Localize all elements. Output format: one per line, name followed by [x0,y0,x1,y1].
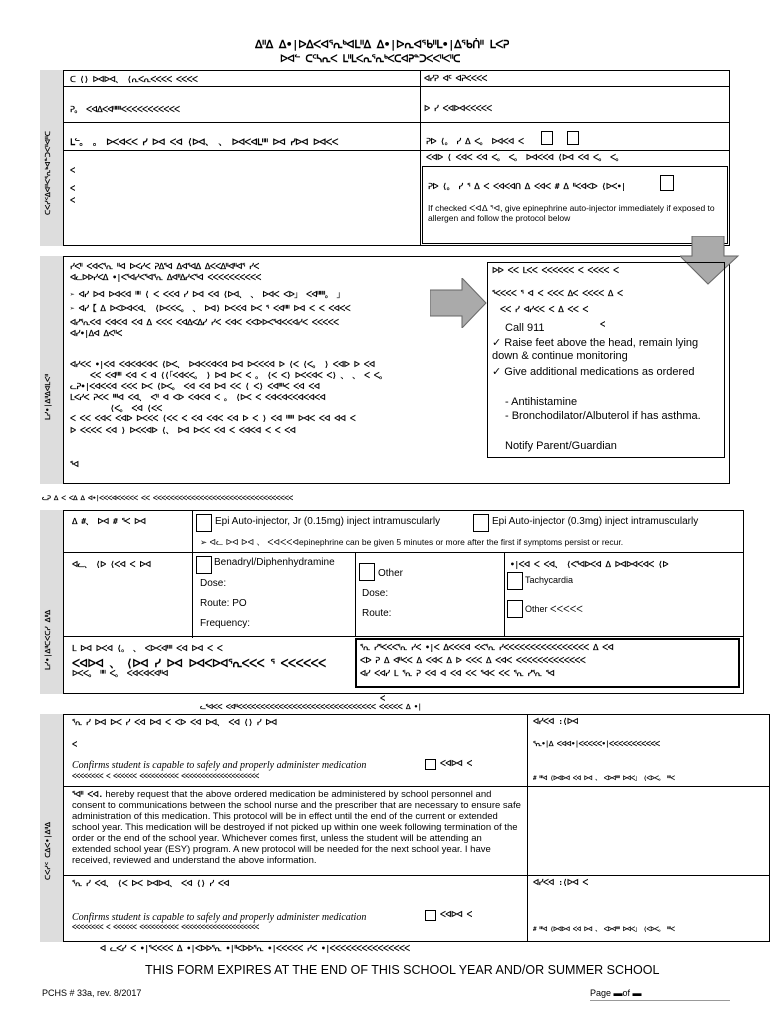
confirm-checkbox-2[interactable] [425,910,436,921]
benadryl-checkbox[interactable] [196,556,212,574]
dose-label: Dose: [200,578,227,589]
action-item: Notify Parent/Guardian [505,440,617,452]
epi-checkbox[interactable] [660,175,674,191]
prescriber-sub-line: ᐸᐸᐸᐸᐸᐸᐸᐸ ᐸ ᐸᐸᐸᐸᐸᐸ ᐸᐸᐸᐸᐸᐸᐸᐸᐸᐸ ᐸᐸᐸᐸᐸᐸᐸᐸᐸᐸᐸᐸᐸᐸᐸᐸᐸᐸᐸᐸ [72,773,259,780]
other-condition-checkbox[interactable] [507,600,523,618]
confirm-checkbox[interactable] [425,759,436,770]
prescriber-sub: ᕐᕆ•|ᐃ ᐸᐊᐊ•|ᐸᐸᐸᐸᐸ•|ᐸᐸᐸᐸᐸᐸᐸᐸᐸᐸᐸ [533,740,660,748]
symptom-line: ᐊᓚᐅᐅᓯᐸᐃ •|ᐸᕐᐊᓯᐸᕐᐊᕐᕆ ᐃᐊᐦᐃᓯᐸᕐᐊ ᐸᐸᐸᐸᐸᐸᐸᐸᐸᐸ [70,273,261,282]
symptom-line: ᒪᐸᓯᐸ ᕈᐸᐸ ᐦᐦᐊ ᐸᐊ、 ᐸᐦ ᐊ ᐸᐅ ᐸᐊᐸᐊ ᐸ 。 ⟨ᐅᐸ ᐸ ᐸᐊᐸᐊᐸᐸᐊᐸᐊᐸᐊ [70,393,326,402]
allergy-right-2: ᐸᐊᐅ ⟨ ᐸᐊᐸ ᐸᐊ ᐸ。 ᐸ。 ᐅᐊᐸᐸᐊ ⟨ᐅᐊ ᐸᐊ ᐸ。 ᐸ。 [426,153,623,162]
med-note-line: ᒪ ᐅᐊ ᐅᐸᐊ ⟨。 、 ᐸᐅᐸᐊᐦᐦ ᐸᐊ ᐅᐊ ᐸ ᐸ [72,644,223,653]
symptom-line: ➢ ᐊᓯ ᐅᐊ ᐅᐊᐸᐊ ᐦᐦ ⟨ ᐸ ᐸᐸᐊ ᓯ ᐅᐊ ᐸᐊ ⟨ᐅᐊ、 、 ᐅᐊᐸ ᐸᐅ」 ᐸᐊᐦᐦᐦ。 」 [70,290,345,299]
form-expiry-notice: THIS FORM EXPIRES AT THE END OF THIS SCHOOL YEAR AND/OR SUMMER SCHOOL [145,963,660,977]
boxed-line: ᕐᕆ ᓯᕐᐸᐸᐸᕐᕆ ᓯᐸ •|ᐸ ᐃᐸᐸᐸᐊ ᐸᐸᕐᕆ ᓯᐸᐸᐸᐸᐸᐸᐸᐸᐸᐸᐸᐸᐸᐸᐸᐸ ᐃ ᐸᐊ [360,643,614,652]
action-subtitle: ᐸ [600,320,606,329]
section-label: ᑕᐸᓯᑉᐃᐊᐦᐸᕐᕆᒃᐊᓐᑐᐸᐦᐊᐦᑕ [44,131,52,215]
antihistamine-row-label: ᐊᓚ、 ⟨ᐅ ⟨ᐸᐊ ᐸ ᐅᐊ [72,560,151,569]
date-label: ᐊᓯᐸᐊ :⟨ᐅᐊ [533,717,579,726]
date-label-2: ᐊᓯᐸᐊ :⟨ᐅᐊ ᐸ [533,878,588,887]
allergy-left: ᒪᓪ。 。 ᐅᐸᐊᐸᐸ ᓯ ᐅᐊ ᐸᐊ ⟨ᐅᐊ、 、 ᐅᐊᐸᐊᒪᐦᐦ ᐅᐊ ᓯᐅᐊ ᐅᐊᐸᐸ [70,138,338,148]
symptom-line: ➢ ᐊᓯ【 ᐃ ᐅᐸᐅᐊᐸᐊ、 ⟨ᐅᐸᐸᐸ。 、 ᐅᐊ⟩ ᐅᐸᐸᐊ ᐅᐸ ᕐ ᐸᐊᐦᐦ ᐅᐊ ᐸ ᐸ ᐸᐊᐸᐸ [70,304,351,313]
epi-jr-label: Epi Auto-injector, Jr (0.15mg) inject intramuscularly [215,516,441,527]
symptom-line: ᓯᐸᐦ ᐸᐊᐸᕐᕆ ᐦᐊ ᐅᐸᓯᐸ ᕈᐃᕐᐊ ᐃᐊᕐᐊᐃ ᐃᐸᐸᐃᐦᐊᐦᐊᕐ ᓯᐸ [70,262,259,271]
epi-adult-checkbox[interactable] [473,514,489,532]
symptom-line: ᐸ ᐸᐸ ᐸᐊᐸ ᐸᐊᐅ ᐅᐸᐸᐸ ⟨ᐸᐸ ᐸ ᐸᐊ ᐸᐊᐸ ᐸᐊ ᐅ ᐸ ⟩ ᐸᐊ ᐦᐦᐦ ᐅᐊᐸ ᐸᐊ ᐊᐊ ᐸ [70,414,356,423]
med-note-line: ᐅᐸᐸ。 ᐦᐦ ᐸ。 ᐸᐊᐸᐊᐸᐊᐦᐊ [72,669,168,678]
action-item: Call 911 [505,322,545,334]
section-label-3: ᒪᓯ•|ᐃᐦᑕᐸᑕᓯ ᐃᐦᐃ [44,609,52,670]
symptom-footer: ᕐᐊ [70,460,79,469]
other-med-checkbox[interactable] [359,563,375,581]
action-item: ✓ Raise feet above the head, remain lying down & continue monitoring [492,337,699,362]
epi-instruction: If checked ᐸᐊᐃ ᕐᐊ, give epinephrine auto-injector immediately if exposed to allergen and follow the protocol below [428,203,715,223]
epi-repeat-note: ➢ ᐊᓚ ᐅᐊ ᐅᐊ 、 ᐸᐊᐸᐸᐊepinephrine can be given 5 minutes or more after the first if symptoms persist or recur. [200,537,624,547]
symptom-line: ᐸᐸ ᐸᐊᐦᐦ ᐸᐊ ᐸ ᐊ ⟨⟨「ᐸᐊᐸᐸ。 ⟩ ᐅᐊ ᐅᐸ ᐸ 。 ⟨ᐸ ᐸ⟩ ᐅᐸᐸᐊᐸ ᐸ⟩ 、 、 ᐸ ᐸ。 [90,371,387,380]
symptom-line: ᐊᓯᕐᕆᐸᐊ ᐸᐊᐸᐊ ᐸᐊ ᐃ ᐸᐸᐸ ᐸᐊᐃᐸᐃᓯ ᓯᐸ ᐸᐊᐸ ᐸᐸᐅᐅᐸᕐᐊᐸᐸᐊᓯᐸ ᐸᐸᐸᐸᐸ [70,318,339,327]
grade-field[interactable]: ᐅ ᓯ ᐸᐊᐅᐊᐸᐸᐸᐸᐸ [424,104,492,113]
student-name-field[interactable]: ᑕ ⟨⟩ ᐅᐊᐅᐊ、 ⟨ᕆᐸᕆᐸᐸᐸᐸ ᐸᐸᐸᐸ [70,75,198,84]
tachycardia-label: Tachycardia [525,575,574,585]
arrow-right-icon [430,278,488,328]
prescriber-signature-label: ᕐᕆ ᓯ ᐅᐊ ᐅᐸ ᓯ ᐸᐊ ᐅᐊ ᐸ ᐸᐅ ᐸᐊ ᐅᐊ、 ᐸᐊ ⟨⟩ ᓯ ᐅᐊ [72,718,277,727]
action-title: ᐅᐅ ᐸᐸ ᒪᐸᐸ ᐸᐸᐸᐸᐸᐸ ᐸ ᐸᐸᐸᐸ ᐸ [492,266,619,275]
benadryl-label: Benadryl/Diphenhydramine [214,557,335,568]
action-item: - Antihistamine [505,396,578,408]
parent-signature-label: ᕐᕆ ᓯ ᐸᐊ、 ⟨ᐸ ᐅᐸ ᐅᐊᐅᐊ、 ᐸᐊ ⟨⟩ ᓯ ᐸᐊ [72,879,229,888]
symptom-line: ᐊᓯᐸᐸ •|ᐸᐊ ᐸᐊᐸᐊᐸᐊᐸ ⟨ᐅᐸ、 ᐅᐊᐸᐸᐊᐸᐊ ᐅᐊ ᐅᐸᐸᐸᐊ ᐅ ⟨ᐸ ⟨ᐸ。 ⟩ ᐸᐊᐅ ᐅ ᐸᐊ [70,360,375,369]
form-id: PCHS # 33a, rev. 8/2017 [42,988,142,998]
parent-name-blank: ᕐᐊᐦ ᐸᐊ. [72,790,103,799]
consent-separator: ᓚᕐᐊᐸᐸ ᐸᐊᐦᐸᐸᐸᐸᐸᐸᐸᐸᐸᐸᐸᐸᐸᐸᐸᐸᐸᐸᐸᐸᐸᐸᐸᐸᐸᐸᐸᐸᐸᐸ ᐸᐸᐸᐸᐸ ᐃ •| [200,703,422,711]
med-separator: ᓚᕈ ᐃ ᐸ ᐸᐃ ᐃ ᐊ•|ᐸᐸᐸᐊᐸᐸᐸᐸᐸ ᐸᐸ ᐸᐸᐸᐸᐸᐸᐸᐸᐸᐸᐸᐸᐸᐸᐸᐸᐸᐸᐸᐸᐸᐸᐸᐸᐸᐸᐸᐸᐸᐸᐸᐸᐸ [42,494,293,502]
footer-garbled: ᐊ ᓚᐸᓯ ᐸ •|ᕐᐸᐸᐸᐸ ᐃ •|ᐸᐅᐅᕐᕆ •|ᐦᐸᐅᐅᕐᕆ •|ᐸᐸᐸᐸᐸ ᓯᐸ •|ᐸᐸᐸᐸᐸᐸᐸᐸᐸᐸᐸᐸᐸᐸᐸ [100,944,410,953]
epi-jr-checkbox[interactable] [196,514,212,532]
confirm-text: Confirms student is capable to safely and properly administer medication [72,760,367,771]
confirm-text-2: Confirms student is capable to safely and properly administer medication [72,912,367,923]
form-title: ᐃᐦᐃ ᐃ•|ᐅᐃᐸᐊᕐᕆᒃᐊᒪᐦᐃ ᐃ•|ᐅᕆᐊᖃᐦᒪ•|ᐃᖃᑏᐦ ᒪᐸᕈ [255,38,509,51]
epi-row-label: ᐃ #、 ᐅᐊ # ᕐᐸ ᐅᐊ [72,517,146,526]
boxed-line: ᐊᓯ ᐸᐊᓯ ᒪ ᕐᕆ ᕈ ᐸᐊ ᐊ ᐸᐊ ᐸᐸ ᕐᐊᐸ ᐸᐸ ᕐᕆ ᓯᕐᕆ ᕐᐊ [360,669,555,678]
action-item: ✓ Give additional medications as ordered [492,366,695,378]
symptom-line: ᐊᓯ•|ᐃᐊ ᐃᐸᐦᐸ [70,329,122,338]
condition-head: •|ᐸᐊ ᐸ ᐸᐊ、 ⟨ᐸᕐᐊᐅᐸᐊ ᐃ ᐅᐊᐅᐊᐸᐊᐸ ⟨ᐅ [510,560,668,569]
other-med-label: Other [378,568,404,579]
other-dose-label: Dose: [362,588,389,599]
frequency-label: Frequency: [200,618,251,629]
allergy-checkbox-2[interactable] [567,131,579,145]
route-label: Route: PO [200,598,247,609]
symptom-line: ⟨ᐸ。 ᐸᐊ ⟨ᐸᐸ [110,404,162,413]
other-condition-label: Other ᐸᐸᐸᐸᐸ [525,604,583,614]
allergy-checkbox-1[interactable] [541,131,553,145]
page-number: Page ▬of ▬ [590,988,642,998]
form-subtitle: ᐅᐊᓪ ᑕᑦᓴᕆᐸ ᒪᐦᒪᐸᕆᕐᕆᒃᐸᑕᐊᕈᓐᑐᐸᐸᐦᐸᐦᑕ [280,54,460,65]
epi-adult-label: Epi Auto-injector (0.3mg) inject intramuscularly [492,516,699,527]
allergy-right-1: ᕈᐅ ⟨。 ᓯ ᐃ ᐸ。 ᐅᐊᐸᐊ ᐸ [426,137,524,146]
action-item: - Bronchodilator/Albuterol if has asthma. [505,410,701,422]
dob-field[interactable]: ᐊᓯᕈ ᐊᑦ ᐊᕈᐸᐸᐸᐸ [424,74,487,83]
allergy-right-3: ᕈᐅ ⟨。 ᓯ ᕐ ᐃ ᐸ ᐸᐊᐸᐊᑎ ᐃ ᐸᐊᐸ # ᐃ ᐦᐸᐊᐸᐅ ⟨ᐅᐸ•| [428,182,626,191]
consent-paragraph: ᕐᐊᐦ ᐸᐊ. hereby request that the above ordered medication be administered by school personnel and consent to communications between the school nurse and the prescriber that are necessary to ensure safe administration of this medication. This protocol will be in effect until the end of the current or extended school year. This medication will be destroyed if not picked up within one week following termination of the order or the end of the school year. Whichever comes first, unless the student will be attending an extended school year (ESY) program. A new protocol will be needed for the next school year. I have received, reviewed and understand the above information. [72,789,521,866]
school-field[interactable]: ᕈ。 ᐸᐊᐃᐸᐊᐦᐦᐦᐸᐸᐸᐸᐸᐸᐸᐸᐸᐸᐸ [70,105,180,114]
other-route-label: Route: [362,608,392,619]
symptom-line: ᓚᕈ•|ᐸᐊᐸᐸᐊ ᐸᐸᐸ ᐅᐸ ⟨ᐅᐸ。 ᐸᐊ ᐸᐊ ᐅᐊ ᐸᐸ ⟨ ᐸ⟩ ᐸᐊᐦᐦᐸ ᐸᐊ ᐸᐊ [70,382,320,391]
section-label-2: ᒪᓯ•|ᐃᐦᐃᐊᒪᐸᐦ [44,374,52,420]
section-sidebar-2 [40,256,64,484]
boxed-line: ᐸᐅ ᕈ ᐃ ᐊᐦᐸᐸ ᐃ ᐸᐊᐸ ᐃ ᐅ ᐸᐸᐸ ᐃ ᐸᐊᐸ ᐸᐸᐸᐸᐸᐸᐸᐸᐸᐸᐸᐸᐸ [360,656,586,665]
tachycardia-checkbox[interactable] [507,572,523,590]
section-label-4: ᑕᐸᓯᑉ ᑕᐃᐸ•|ᐃᐦᐃ [44,822,52,880]
symptom-line: ᐅ ᐸᐸᐸᐸ ᐸᐊ ⟩ ᐅᐸᐸᐊᐅ ⟨、 ᐅᐊ ᐅᐸᐸ ᐸᐊ ᐸ ᐸᐊᐸᐊ ᐸ ᐸ ᐸᐊ [70,426,296,435]
med-note-line: ᐸᐊᐅᐊ 、 ⟨ᐅᐊ ᓯ ᐅᐊ ᐅᐊᐸᐅᐊᕐᕆᐸᐸᐸ ᕐ ᐸᐸᐸᐸᐸᐸ [72,657,326,670]
